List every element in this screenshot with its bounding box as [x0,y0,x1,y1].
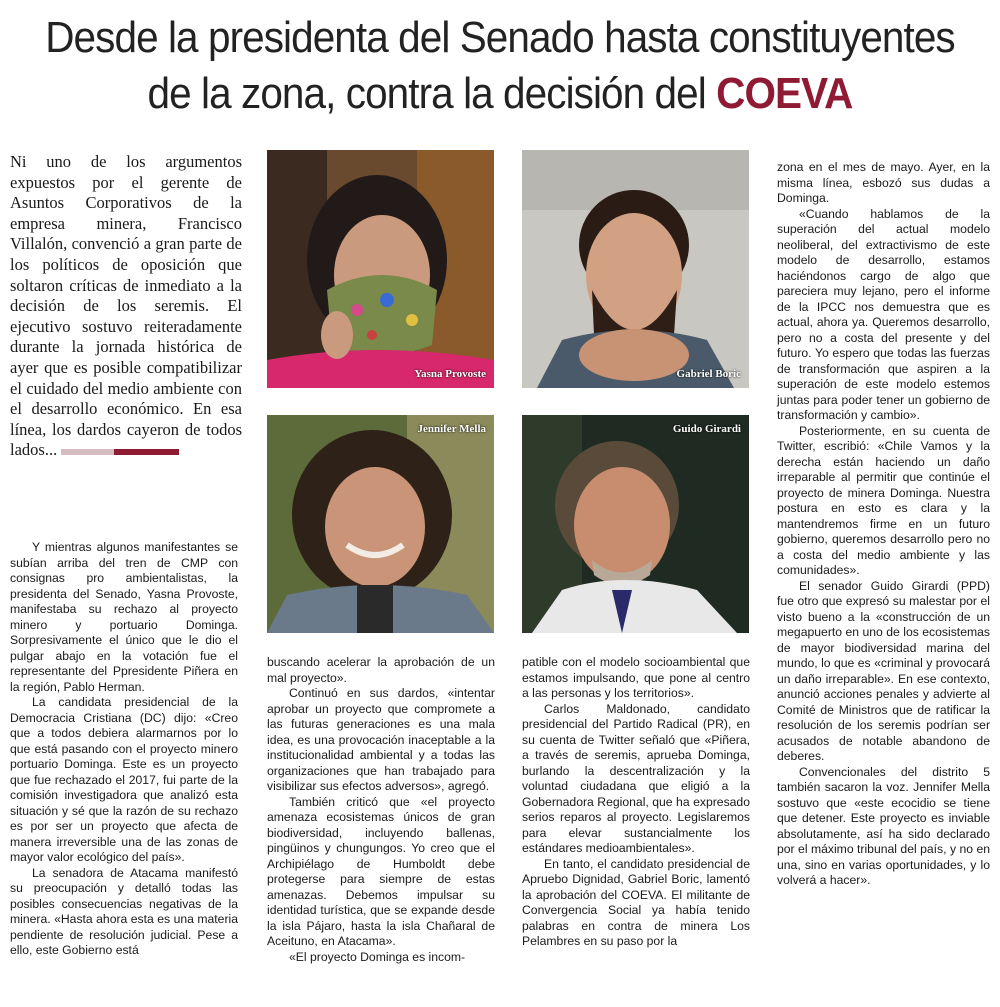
lead-text: Ni uno de los argumentos expuestos por el gerente de Asuntos Corporativos de la empresa minera, Francisco Villalón, convenció a gran parte de los políticos de oposición que soltaron críticas de inmediato a la decisión de los seremis. El ejecutivo sostuvo reiteradamente durante la jornada histórica de ayer que es posible compatibilizar el cuidado del medio ambiente con el desarrollo económico. En esa línea, los dardos cayeron de todos lados... [10,152,242,460]
paragraph: «Cuando hablamos de la superación del actual modelo neoliberal, del extractivismo de este modelo de desarrollo, estamos haciéndonos cargo de algo que pareciera muy lejano, pero el informe de la IPCC nos demuestra que es actual, ahora ya. Queremos desarrollo, pero no a costa del presente y del futuro. Yo espero que todas las fuerzas de transformación que aspiren a la superación de este modelo estemos juntas para poder tener un gobierno de transformación y cambio». [777,206,990,422]
paragraph: La senadora de Atacama manifestó su preocupación y detalló todas las posibles consecuencias negativas de la minera. «Hasta ahora esta es una materia pendiente de resolución judicial. Pese a ello, este Gobierno está [10,865,238,957]
photo-caption-gabriel-boric: Gabriel Boric [676,368,741,380]
portrait-photo-icon [267,150,494,388]
paragraph: Posteriormente, en su cuenta de Twitter, escribió: «Chile Vamos y la derecha están haciendo un daño irreparable al permitir que continúe el proyecto de minera Dominga. Nuestra postura en esto es clara y la mantendremos firme en un futuro gobierno, queremos desarrollo pero no a costa del medio ambiente y las comunidades». [777,423,990,577]
photo-caption-yasna-provoste: Yasna Provoste [414,368,486,380]
paragraph: patible con el modelo socioambiental que estamos impulsando, que pone al centro a las personas y los territorios». [522,655,750,700]
photo-jennifer-mella [267,415,494,633]
headline-line-1: Desde la presidenta del Senado hasta constituyentes [45,13,955,62]
photo-caption-jennifer-mella: Jennifer Mella [417,423,486,435]
paragraph: También criticó que «el proyecto amenaza ecosistemas únicos de gran biodiversidad, incluyendo ballenas, pingüinos y chungungos. Yo creo que el Archipiélago de Humboldt debe protegerse para siempre de estas amenazas. Debemos impulsar su identidad turística, que se expande desde la isla Pájaro, hasta la isla Chañaral de Aceituno, en Atacama». [267,794,495,948]
paragraph: zona en el mes de mayo. Ayer, en la misma línea, esbozó sus dudas a Dominga. [777,160,990,205]
portrait-photo-icon [522,415,749,633]
photo-yasna-provoste [267,150,494,388]
paragraph: buscando acelerar la aprobación de un mal proyecto». [267,655,495,685]
portrait-photo-icon [267,415,494,633]
photo-guido-girardi [522,415,749,633]
paragraph: En tanto, el candidato presidencial de Apruebo Dignidad, Gabriel Boric, lamentó la aprobación del COEVA. El militante de Convergencia Social ya había tenido palabras en contra de minera Los Pelambres en su paso por la [522,856,750,948]
headline-accent: COEVA [716,69,853,118]
lead-rule-decoration [61,449,179,455]
paragraph: La candidata presidencial de la Democracia Cristiana (DC) dijo: «Creo que a todos debiera alarmarnos por lo que está pasando con el proyecto minero portuario Dominga. Este es un proyecto que fue rechazado el 2017, fui parte de la comisión investigadora que analizó esta situación y sé que la razón de su rechazo es por ser un proyecto que afecta de manera irreversible una de las zonas de mayor valor ecológico del país». [10,695,238,864]
paragraph: El senador Guido Girardi (PPD) fue otro que expresó su malestar por el visto bueno a la «construcción de un megapuerto en uno de los ecosistemas de mayor biodiversidad marina del mundo, lo que es «criminal y provocará un daño irreparable». En ese contexto, anunció acciones penales y advierte al Comité de Ministros que de ratificar la resolución de los seremis podrían ser acusados de notable abandono de deberes. [777,578,990,763]
headline [40,10,960,122]
headline-line-2 [40,66,960,122]
article-column-1 [10,540,238,959]
photo-gabriel-boric [522,150,749,388]
article-column-3 [522,655,750,950]
paragraph: Carlos Maldonado, candidato presidencial del Partido Radical (PR), en su cuenta de Twitter señaló que «Piñera, a través de seremis, aprueba Dominga, burlando la descentralización y la voluntad ciudadana que eligió a la Gobernadora Regional, que ha expresado serios reparos al proyecto. Legislaremos para elevar sustancialmente los estándares medioambientales». [522,701,750,855]
paragraph: Convencionales del distrito 5 también sacaron la voz. Jennifer Mella sostuvo que «este ecocidio se tiene que detener. Este proyecto es inviable absolutamente, así ha sido declarado por el máximo tribunal del país, y no en una, sino en varias oportunidades, y lo volverá a hacer». [777,764,990,887]
lead-paragraph [10,152,242,461]
headline-line-2-text: de la zona, contra la decisión del [147,69,717,118]
photo-caption-guido-girardi: Guido Girardi [672,423,741,435]
article-column-4 [777,160,990,889]
portrait-photo-icon [522,150,749,388]
paragraph: Y mientras algunos manifestantes se subían arriba del tren de CMP con consignas pro ambientalistas, la presidenta del Senado, Yasna Provoste, manifestaba su rechazo al proyecto minero y portuario Dominga. Sorpresivamente el único que le dio el pulgar abajo en la votación fue el representante del Ppresidente Piñera en la región, Pablo Herman. [10,540,238,694]
paragraph: «El proyecto Dominga es incom- [289,949,466,964]
article-column-2 [267,655,495,965]
paragraph: Continuó en sus dardos, «intentar aprobar un proyecto que compromete a las futuras generaciones es una mala idea, es una provocación inaceptable a la institucionalidad ambiental y a todas las organizaciones que han trabajado para visibilizar sus efectos adversos», agregó. [267,686,495,793]
